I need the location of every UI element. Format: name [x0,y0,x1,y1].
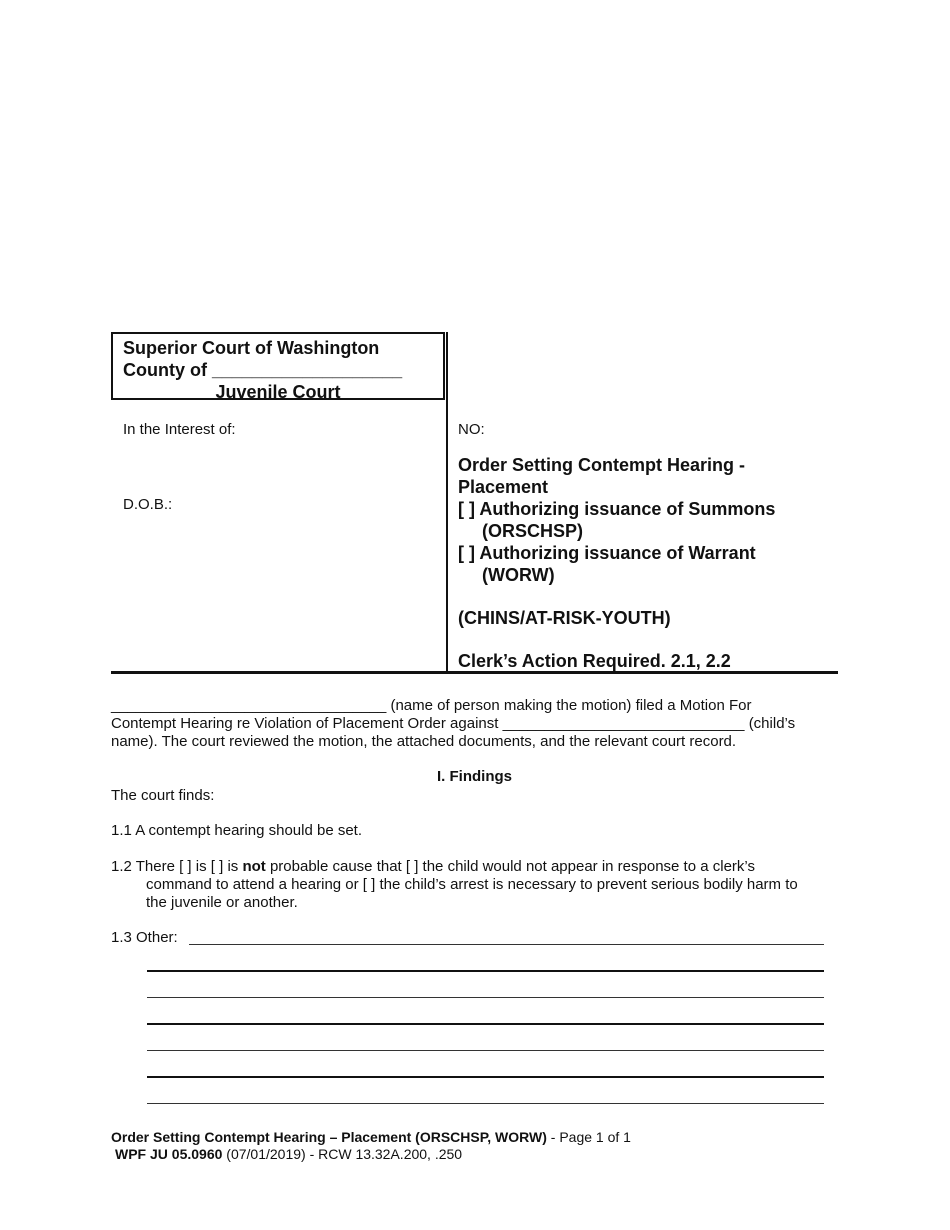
dob-label: D.O.B.: [123,496,173,513]
finding-1-3-label: 1.3 Other: [111,929,178,946]
intro-line-2: Contempt Hearing re Violation of Placement Order against _____________________________ (child’s [111,715,796,732]
summons-option: [ ] Authorizing issuance of Summons [458,499,776,519]
finding-1-2-line-2: command to attend a hearing or [ ] the child’s arrest is necessary to prevent serious bodily harm to [146,876,798,893]
other-blank-line[interactable] [147,1103,824,1104]
page-footer [111,1129,631,1163]
finding-1-2-not: not [242,858,266,875]
footer-line-2 [111,1146,631,1163]
findings-heading: I. Findings [437,768,512,785]
clerk-action: Clerk’s Action Required. 2.1, 2.2 [458,651,731,671]
case-type: (CHINS/AT-RISK-YOUTH) [458,608,671,628]
intro-line-3: name). The court reviewed the motion, the attached documents, and the relevant court record. [111,733,737,750]
title-line-2: Placement [458,477,549,497]
finding-1-1: 1.1 A contempt hearing should be set. [111,822,363,839]
finding-1-2-line-3: the juvenile or another. [146,894,298,911]
warrant-option: [ ] Authorizing issuance of Warrant [458,543,756,563]
other-blank-line[interactable] [147,1076,824,1078]
other-blank-line[interactable] [147,1023,824,1025]
interest-label: In the Interest of: [123,421,236,438]
finding-1-2 [111,858,826,912]
intro-line-1: _________________________________ (name of person making the motion) filed a Motion For [111,697,752,714]
case-number-label: NO: [458,421,485,438]
finding-1-2-rest: probable cause that [ ] the child would not appear in response to a clerk’s [265,858,755,875]
court-name: Superior Court of Washington [123,338,380,358]
other-blank-line[interactable] [189,944,824,945]
court-caption-box [111,332,445,400]
intro-paragraph [111,697,795,751]
footer-form-title: Order Setting Contempt Hearing – Placement (ORSCHSP, WORW) [111,1129,547,1145]
footer-form-citation: (07/01/2019) - RCW 13.32A.200, .250 [222,1146,463,1162]
warrant-code: (WORW) [482,565,555,585]
summons-code: (ORSCHSP) [482,521,584,541]
other-blank-line[interactable] [147,1050,824,1051]
title-line-1: Order Setting Contempt Hearing - [458,455,746,475]
finding-1-2-start: 1.2 There [ ] is [ ] is [111,858,243,875]
county-line: County of ___________________ [123,360,403,380]
document-title [458,454,775,586]
footer-line-1 [111,1129,631,1146]
caption-divider [446,332,448,672]
footer-form-id: WPF JU 05.0960 [115,1146,223,1162]
other-blank-line[interactable] [147,997,824,998]
juvenile-court-label: Juvenile Court [215,382,341,402]
court-finds: The court finds: [111,787,215,804]
other-blank-line[interactable] [147,970,824,972]
footer-page-number: - Page 1 of 1 [546,1129,631,1145]
